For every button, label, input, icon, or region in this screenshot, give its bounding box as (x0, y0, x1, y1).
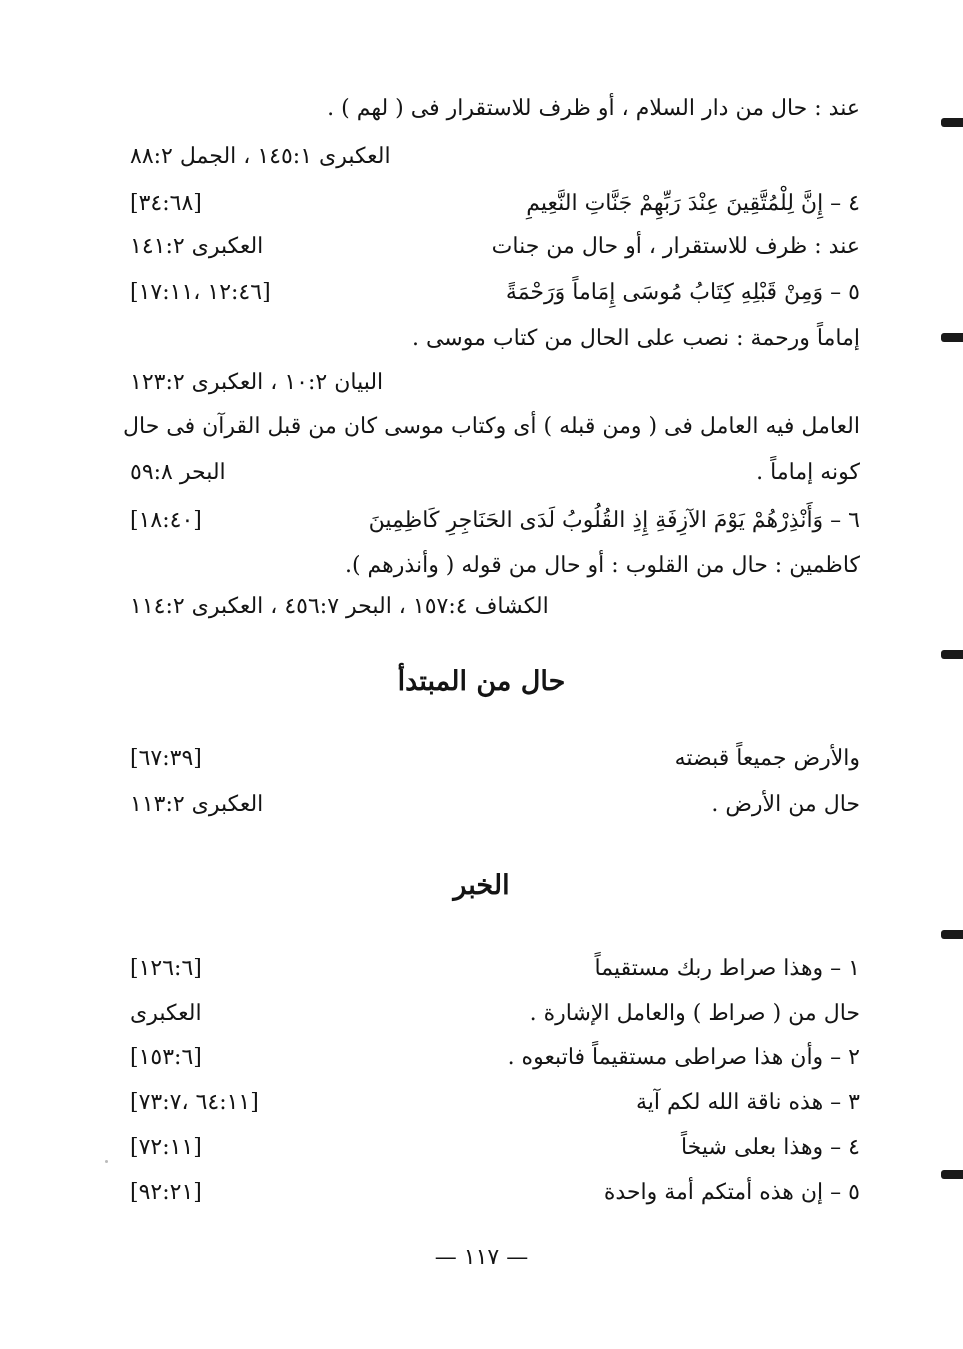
section-heading: حال من المبتدأ (397, 666, 566, 697)
verse-text: ٤ – إِنَّ لِلْمُتَّقِينَ عِنْدَ رَبِّهِمْ جَنَّاتِ النَّعِيمِ (526, 191, 860, 216)
text-line (130, 993, 860, 1035)
text-line (130, 88, 860, 130)
verse-reference: [٦٧:٣٩] (130, 746, 202, 771)
line-text: عند : حال من دار السلام ، أو ظرف للاستقرار فى ( لهم ) . (327, 96, 860, 121)
text-line (123, 406, 860, 448)
verse-reference: [٦٤:١١ ،٧٣:٧] (130, 1090, 259, 1115)
line-text: العامل فيه العامل فى ( ومن قبله ) أى وكتاب موسى كان من قبل القرآن فى حال (123, 414, 860, 439)
text-line (130, 586, 860, 628)
section-heading: الخبر (453, 870, 510, 901)
line-text: حال من الأرض . (711, 792, 860, 817)
verse-text: والأرض جميعاً قبضته (674, 746, 860, 771)
verse-line (130, 738, 860, 780)
verse-line (130, 272, 860, 314)
verse-text: ٣ – هذه ناقة الله لكم آية (635, 1090, 860, 1115)
verse-reference: [١٢٦:٦] (130, 956, 202, 981)
source-reference: العكبرى ١٤١:٢ (130, 234, 264, 259)
scan-edge-mark (941, 118, 963, 127)
verse-reference: [١٥٣:٦] (130, 1045, 202, 1070)
source-reference: العكبرى ١١٣:٢ (130, 792, 264, 817)
scan-edge-mark (941, 650, 963, 659)
source-reference: الكشاف ١٥٧:٤ ، البحر ٤٥٦:٧ ، العكبرى ١١٤:٢ (130, 594, 549, 619)
verse-line (130, 1127, 860, 1169)
verse-line (130, 1082, 860, 1124)
text-line (130, 452, 860, 494)
page-number: — ١١٧ — (434, 1245, 529, 1270)
text-line (130, 226, 860, 268)
text-line (130, 362, 860, 404)
source-reference: العكبرى (130, 1001, 202, 1026)
source-reference: البيان ١٠:٢ ، العكبرى ١٢٣:٢ (130, 370, 384, 395)
source-reference: البحر ٥٩:٨ (130, 460, 226, 485)
scan-edge-mark (941, 333, 963, 342)
verse-line (130, 1037, 860, 1079)
text-line (130, 545, 860, 587)
verse-text: ١ – وهذا صراط ربك مستقيماً (594, 956, 860, 981)
line-text: حال من ( صراط ) والعامل الإشارة . (529, 1001, 860, 1026)
verse-line (130, 183, 860, 225)
text-line (130, 784, 860, 826)
verse-text: ٦ – وَأَنْذِرْهُمْ يَوْمَ الآزِفَةِ إِذِ القُلُوبُ لَدَى الحَنَاجِرِ كَاظِمِينَ (368, 508, 860, 533)
verse-reference: [١٨:٤٠] (130, 508, 202, 533)
verse-line (130, 500, 860, 542)
text-line (130, 136, 860, 178)
scan-edge-mark (941, 930, 963, 939)
verse-line (130, 1172, 860, 1214)
scan-speck (105, 1160, 108, 1163)
verse-reference: [٣٤:٦٨] (130, 191, 202, 216)
verse-line (130, 948, 860, 990)
line-text: عند : ظرف للاستقرار ، أو حال من جنات (491, 234, 860, 259)
text-line (130, 318, 860, 360)
line-text: كونه إماماً . (756, 460, 860, 485)
source-reference: العكبرى ١٤٥:١ ، الجمل ٨٨:٢ (130, 144, 391, 169)
verse-text: ٥ – إن هذه أمتكم أمة واحدة (603, 1180, 860, 1205)
verse-text: ٤ – وهذا بعلى شيخاً (680, 1135, 860, 1160)
verse-text: ٢ – وأن هذا صراطى مستقيماً فاتبعوه . (507, 1045, 860, 1070)
verse-reference: [١٢:٤٦ ،١٧:١١] (130, 280, 271, 305)
verse-text: ٥ – وَمِنْ قَبْلِهِ كِتَابُ مُوسَى إِمَاماً وَرَحْمَةً (505, 280, 860, 305)
verse-reference: [٧٢:١١] (130, 1135, 202, 1160)
verse-reference: [٩٢:٢١] (130, 1180, 202, 1205)
line-text: كاظمين : حال من القلوب : أو حال من قوله ( وأنذرهم ). (344, 553, 860, 578)
scan-edge-mark (941, 1170, 963, 1179)
line-text: إماماً ورحمة : نصب على الحال من كتاب موسى . (411, 326, 860, 351)
